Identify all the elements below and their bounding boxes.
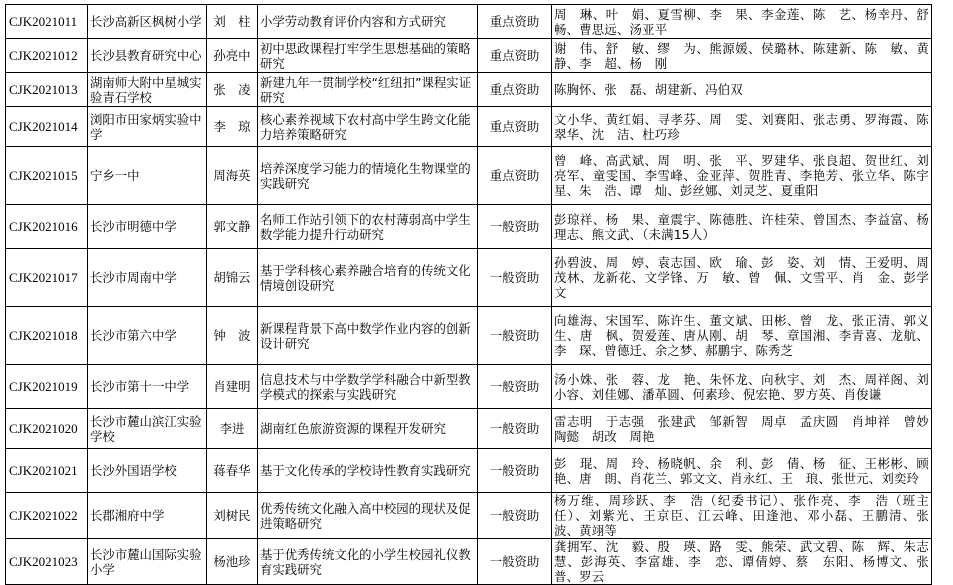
members-cell: 向雄海、宋国军、陈许生、董文斌、田彬、曾 龙、张正清、郭义生、唐 枫、贺爱莲、唐从刚、胡 琴、章国湘、李青喜、龙航、李 琛、曾德迁、余之梦、郝鹏宇、陈秀芝 [552,307,932,365]
school-cell: 长沙市明德中学 [88,205,207,249]
project-table [5,4,942,585]
members-cell: 彭琼祥、杨 果、童震宇、陈德胜、许桂荣、曾国杰、李益富、杨理志、熊文武、（未满15人） [552,205,932,249]
members-cell: 孙碧波、周 婷、袁志国、欧 瑜、彭 姿、刘 情、王爱明、周茂林、龙新花、文学锋、万 敏、曾 佩、文雪平、肖 金、彭学文 [552,249,932,307]
school-cell: 长沙市麓山滨江实验学校 [88,409,207,449]
project-code-cell: CJK2021021 [6,449,88,493]
leader-cell: 刘树民 [207,493,258,539]
leader-cell: 张 凌 [207,73,258,107]
funding-type-cell: 一般资助 [478,493,552,539]
leader-cell: 肖建明 [207,365,258,409]
school-cell: 宁乡一中 [88,147,207,205]
members-cell: 杨万维、周珍跃、李 浩（纪委书记）、张作亮、李 浩（班主任）、刘紫光、王京臣、江云峰、田逢池、邓小磊、王鹏清、张 波、黄翊等 [552,493,932,539]
table-row [6,107,932,147]
funding-type-cell: 一般资助 [478,449,552,493]
project-code-cell: CJK2021013 [6,73,88,107]
members-cell: 文小华、黄红娟、寻孝芬、周 雯、刘赛阳、张志勇、罗海霞、陈翠华、沈 洁、杜巧珍 [552,107,932,147]
funding-type-cell: 一般资助 [478,539,552,585]
leader-cell: 蒋春华 [207,449,258,493]
table-row [6,205,932,249]
table-row [6,147,932,205]
funding-type-cell: 重点资助 [478,107,552,147]
table-row [6,307,932,365]
members-cell: 彭 琨、周 玲、杨晓帆、余 利、彭 倩、杨 征、王彬彬、顾 艳、唐 朗、肖花兰、郭文文、肖永红、王 琅、张世元、刘奕玲 [552,449,932,493]
members-cell: 汤小姝、张 蓉、龙 艳、朱怀龙、向秋宇、刘 杰、周祥阁、刘小容、刘佳娜、潘革圆、何素珍、倪宏艳、罗方英、肖俊谦 [552,365,932,409]
project-title-cell: 基于优秀传统文化的小学生校园礼仪教育实践研究 [258,539,478,585]
project-title-cell: 核心素养视域下农村高中学生跨文化能力培养策略研究 [258,107,478,147]
funding-type-cell: 重点资助 [478,39,552,73]
leader-cell: 钟 波 [207,307,258,365]
table-row [6,539,932,585]
project-title-cell: 新建九年一贯制学校“红纽扣”课程实证研究 [258,73,478,107]
project-title-cell: 优秀传统文化融入高中校园的现状及促进策略研究 [258,493,478,539]
leader-cell: 杨池珍 [207,539,258,585]
project-code-cell: CJK2021012 [6,39,88,73]
project-title-cell: 小学劳动教育评价内容和方式研究 [258,5,478,39]
school-cell: 长沙市周南中学 [88,249,207,307]
members-cell: 龚拥军、沈 毅、殷 瑛、路 雯、熊荣、武文碧、陈 辉、朱志慧、彭海英、李富雄、李 恋、谭倩婷、蔡 东阳、杨博文、张 普、罗云 [552,539,932,585]
table-row [6,449,932,493]
project-code-cell: CJK2021020 [6,409,88,449]
funding-type-cell: 一般资助 [478,365,552,409]
project-title-cell: 新课程背景下高中数学作业内容的创新设计研究 [258,307,478,365]
project-title-cell: 初中思政课程打牢学生思想基础的策略研究 [258,39,478,73]
project-title-cell: 信息技术与中学数学学科融合中新型教学模式的探索与实践研究 [258,365,478,409]
project-title-cell: 基于文化传承的学校诗性教育实践研究 [258,449,478,493]
project-title-cell: 湖南红色旅游资源的课程开发研究 [258,409,478,449]
school-cell: 长沙县教育研究中心 [88,39,207,73]
project-title-cell: 名师工作站引领下的农村薄弱高中学生数学能力提升行动研究 [258,205,478,249]
funding-type-cell: 一般资助 [478,307,552,365]
members-cell: 谢 伟、舒 敏、缪 为、熊源媛、侯璐林、陈建新、陈 敏、黄 静、李 超、杨 刚 [552,39,932,73]
leader-cell: 刘 柱 [207,5,258,39]
members-cell: 周 琳、叶 娟、夏雪柳、李 果、李金莲、陈 艺、杨幸丹、舒 畅、曹思远、汤亚平 [552,5,932,39]
table-row [6,5,932,39]
school-cell: 长沙市第十一中学 [88,365,207,409]
table-row [6,493,932,539]
funding-type-cell: 一般资助 [478,249,552,307]
project-code-cell: CJK2021019 [6,365,88,409]
leader-cell: 郭文静 [207,205,258,249]
members-cell: 曾 峰、高武斌、周 明、张 平、罗建华、张良超、贺世红、刘亮军、童雯国、李雪峰、金亚萍、贺胜青、李艳芳、张立华、陈宇星、朱 浩、谭 灿、彭丝娜、刘灵芝、夏重阳 [552,147,932,205]
project-code-cell: CJK2021014 [6,107,88,147]
project-code-cell: CJK2021011 [6,5,88,39]
school-cell: 湖南师大附中星城实验青石学校 [88,73,207,107]
project-code-cell: CJK2021017 [6,249,88,307]
funding-type-cell: 重点资助 [478,73,552,107]
funding-type-cell: 重点资助 [478,5,552,39]
project-code-cell: CJK2021022 [6,493,88,539]
table-body [6,5,942,585]
school-cell: 长沙高新区枫树小学 [88,5,207,39]
school-cell: 长沙外国语学校 [88,449,207,493]
project-title-cell: 培养深度学习能力的情境化生物课堂的实践研究 [258,147,478,205]
table-row [6,365,932,409]
table-row [6,409,932,449]
school-cell: 浏阳市田家炳实验中学 [88,107,207,147]
school-cell: 长郡湘府中学 [88,493,207,539]
leader-cell: 周海英 [207,147,258,205]
members-cell: 雷志明 于志强 张建武 邹新智 周卓 孟庆圆 肖坤祥 曾妙 陶懿 胡改 周艳 [552,409,932,449]
members-cell: 陈胸怀、张 磊、胡建新、冯伯双 [552,73,932,107]
project-code-cell: CJK2021023 [6,539,88,585]
leader-cell: 李 琼 [207,107,258,147]
table-row [6,73,932,107]
project-code-cell: CJK2021015 [6,147,88,205]
funding-type-cell: 一般资助 [478,409,552,449]
project-title-cell: 基于学科核心素养融合培育的传统文化情境创设研究 [258,249,478,307]
table-row [6,249,932,307]
leader-cell: 胡锦云 [207,249,258,307]
project-code-cell: CJK2021016 [6,205,88,249]
table-row [6,39,932,73]
leader-cell: 李进 [207,409,258,449]
project-code-cell: CJK2021018 [6,307,88,365]
leader-cell: 孙亮中 [207,39,258,73]
school-cell: 长沙市麓山国际实验小学 [88,539,207,585]
funding-type-cell: 一般资助 [478,205,552,249]
school-cell: 长沙市第六中学 [88,307,207,365]
funding-type-cell: 重点资助 [478,147,552,205]
